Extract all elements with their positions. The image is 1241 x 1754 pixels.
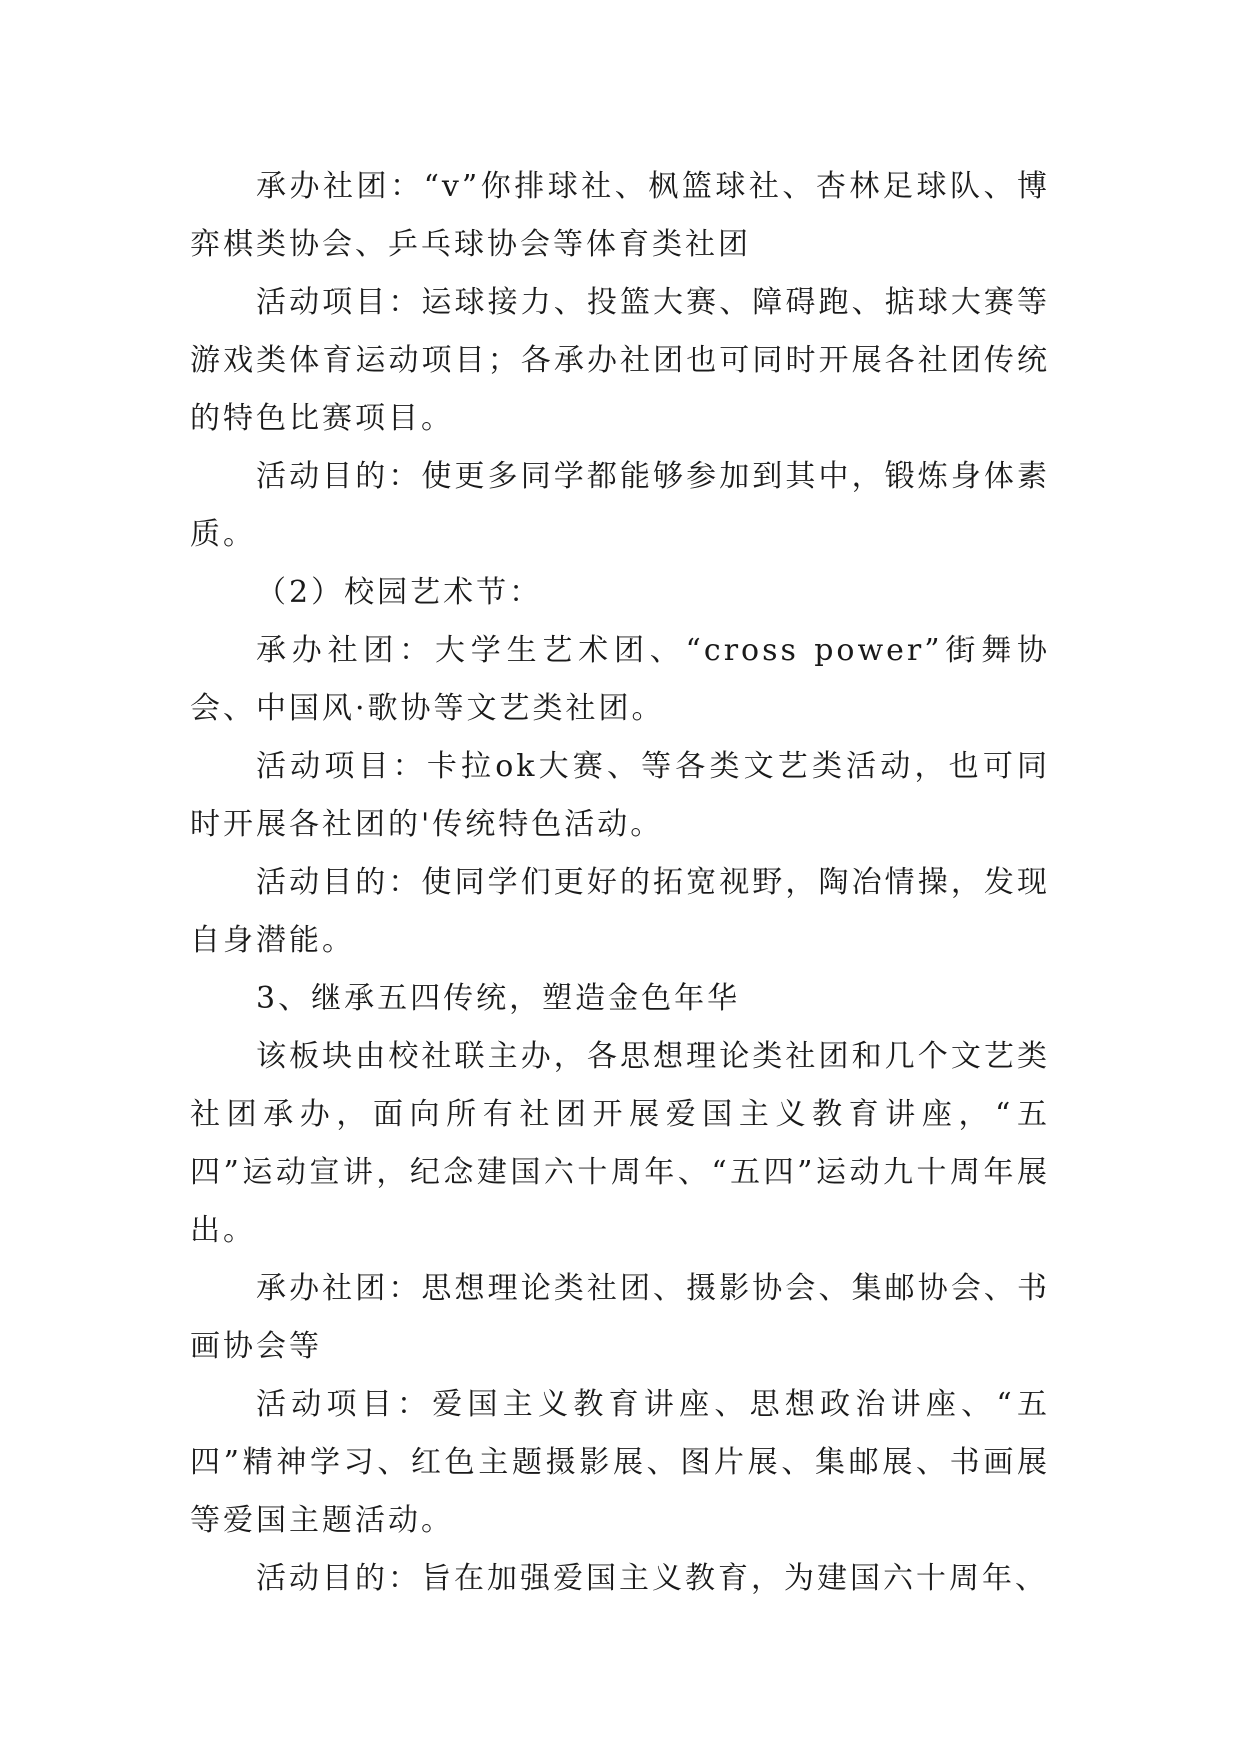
document-body [190, 158, 1050, 1608]
paragraph-host-clubs-sports: 承办社团：“v”你排球社、枫篮球社、杏林足球队、博弈棋类协会、乒乓球协会等体育类社团 [190, 169, 1050, 262]
paragraph-purpose-art: 活动目的：使同学们更好的拓宽视野，陶冶情操，发现自身潜能。 [190, 865, 1050, 958]
paragraph-activities-sports: 活动项目：运球接力、投篮大赛、障碍跑、掂球大赛等游戏类体育运动项目；各承办社团也可同时开展各社团传统的特色比赛项目。 [190, 285, 1050, 436]
heading-may-fourth: 3、继承五四传统，塑造金色年华 [256, 981, 741, 1016]
paragraph-may-fourth-intro: 该板块由校社联主办，各思想理论类社团和几个文艺类社团承办，面向所有社团开展爱国主义教育讲座，“五四”运动宣讲，纪念建国六十周年、“五四”运动九十周年展出。 [190, 1039, 1050, 1248]
paragraph-purpose-sports: 活动目的：使更多同学都能够参加到其中，锻炼身体素质。 [190, 459, 1050, 552]
paragraph-host-clubs-art: 承办社团：大学生艺术团、“cross power”街舞协会、中国风·歌协等文艺类社团。 [190, 633, 1050, 726]
paragraph-activities-may-fourth: 活动项目：爱国主义教育讲座、思想政治讲座、“五四”精神学习、红色主题摄影展、图片展、集邮展、书画展等爱国主题活动。 [190, 1387, 1050, 1538]
paragraph-host-clubs-may-fourth: 承办社团：思想理论类社团、摄影协会、集邮协会、书画协会等 [190, 1271, 1050, 1364]
heading-art-festival: （2）校园艺术节： [256, 575, 543, 610]
paragraph-activities-art: 活动项目：卡拉ok大赛、等各类文艺类活动，也可同时开展各社团的'传统特色活动。 [190, 749, 1050, 842]
paragraph-purpose-may-fourth: 活动目的：旨在加强爱国主义教育，为建国六十周年、 [256, 1561, 1048, 1596]
